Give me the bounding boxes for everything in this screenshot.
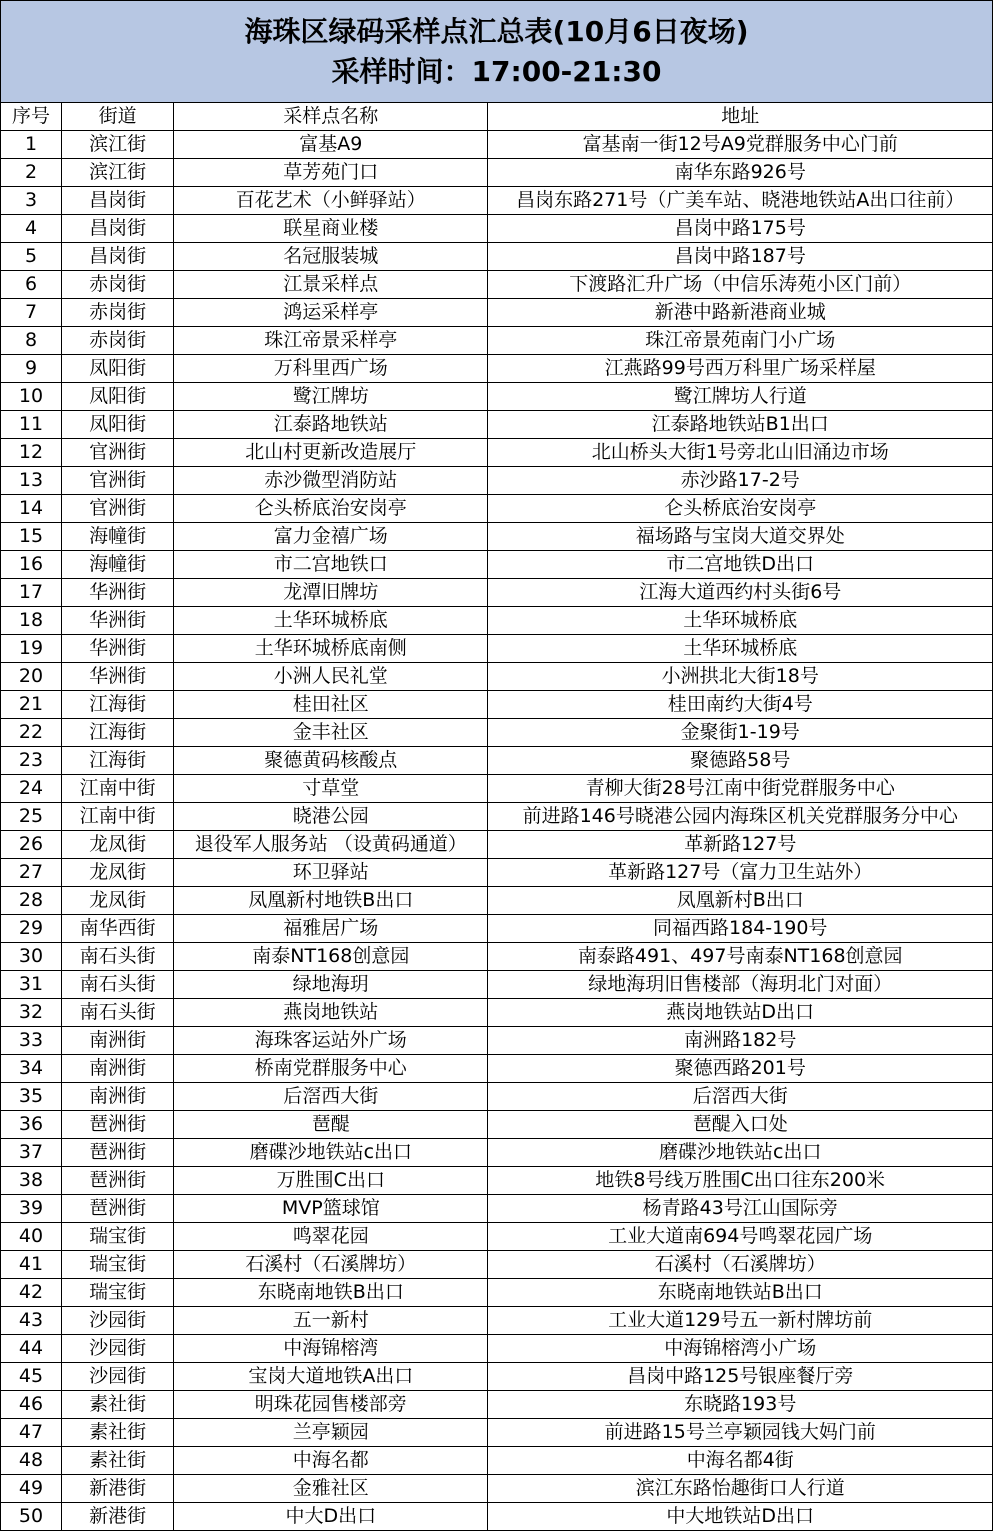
row-address: 后滘西大街 — [488, 1083, 993, 1111]
row-site-name: 仑头桥底治安岗亭 — [174, 495, 488, 523]
row-address: 凤凰新村B出口 — [488, 887, 993, 915]
sheet-title: 海珠区绿码采样点汇总表(10月6日夜场) — [244, 14, 749, 48]
row-street: 素社街 — [62, 1419, 174, 1447]
row-index: 18 — [1, 607, 62, 635]
row-index: 23 — [1, 747, 62, 775]
row-street: 南洲街 — [62, 1027, 174, 1055]
header-index: 序号 — [1, 103, 62, 131]
table-header-row — [1, 103, 993, 131]
row-index: 39 — [1, 1195, 62, 1223]
row-index: 3 — [1, 187, 62, 215]
row-street: 南洲街 — [62, 1083, 174, 1111]
row-street: 官洲街 — [62, 467, 174, 495]
row-index: 43 — [1, 1307, 62, 1335]
table-row — [1, 355, 993, 383]
row-street: 南石头街 — [62, 971, 174, 999]
row-index: 19 — [1, 635, 62, 663]
row-address: 南泰路491、497号南泰NT168创意园 — [488, 943, 993, 971]
table-row — [1, 1195, 993, 1223]
row-street: 琶洲街 — [62, 1167, 174, 1195]
table-row — [1, 607, 993, 635]
row-site-name: 中海名都 — [174, 1447, 488, 1475]
row-index: 8 — [1, 327, 62, 355]
row-site-name: 草芳苑门口 — [174, 159, 488, 187]
row-site-name: 石溪村（石溪牌坊） — [174, 1251, 488, 1279]
row-address: 仑头桥底治安岗亭 — [488, 495, 993, 523]
row-site-name: 燕岗地铁站 — [174, 999, 488, 1027]
row-address: 江海大道西约村头街6号 — [488, 579, 993, 607]
row-street: 凤阳街 — [62, 383, 174, 411]
row-site-name: 江景采样点 — [174, 271, 488, 299]
row-address: 革新路127号（富力卫生站外） — [488, 859, 993, 887]
row-street: 江海街 — [62, 719, 174, 747]
row-index: 14 — [1, 495, 62, 523]
row-street: 海幢街 — [62, 551, 174, 579]
row-index: 6 — [1, 271, 62, 299]
row-site-name: 寸草堂 — [174, 775, 488, 803]
row-street: 南华西街 — [62, 915, 174, 943]
row-street: 官洲街 — [62, 495, 174, 523]
table-row — [1, 915, 993, 943]
table-row — [1, 495, 993, 523]
table-row — [1, 579, 993, 607]
row-site-name: 环卫驿站 — [174, 859, 488, 887]
row-address: 石溪村（石溪牌坊） — [488, 1251, 993, 1279]
row-site-name: 百花艺术（小鲜驿站） — [174, 187, 488, 215]
row-index: 44 — [1, 1335, 62, 1363]
table-row — [1, 187, 993, 215]
table-row — [1, 831, 993, 859]
table-row — [1, 663, 993, 691]
row-street: 琶洲街 — [62, 1139, 174, 1167]
row-index: 38 — [1, 1167, 62, 1195]
table-row — [1, 1111, 993, 1139]
table-row — [1, 271, 993, 299]
row-index: 46 — [1, 1391, 62, 1419]
table-row — [1, 1223, 993, 1251]
table-row — [1, 467, 993, 495]
row-address: 昌岗中路175号 — [488, 215, 993, 243]
table-row — [1, 1363, 993, 1391]
row-index: 10 — [1, 383, 62, 411]
row-site-name: 土华环城桥底 — [174, 607, 488, 635]
row-index: 27 — [1, 859, 62, 887]
row-site-name: 万胜围C出口 — [174, 1167, 488, 1195]
row-street: 海幢街 — [62, 523, 174, 551]
row-address: 鹭江牌坊人行道 — [488, 383, 993, 411]
row-address: 中大地铁站D出口 — [488, 1503, 993, 1531]
row-address: 赤沙路17-2号 — [488, 467, 993, 495]
row-site-name: 珠江帝景采样亭 — [174, 327, 488, 355]
row-site-name: 中海锦榕湾 — [174, 1335, 488, 1363]
row-address: 东晓南地铁站B出口 — [488, 1279, 993, 1307]
row-address: 聚德西路201号 — [488, 1055, 993, 1083]
table-row — [1, 383, 993, 411]
row-site-name: 富基A9 — [174, 131, 488, 159]
table-row — [1, 1335, 993, 1363]
row-index: 4 — [1, 215, 62, 243]
row-address: 昌岗东路271号（广美车站、晓港地铁站A出口往前） — [488, 187, 993, 215]
row-address: 青柳大街28号江南中街党群服务中心 — [488, 775, 993, 803]
row-street: 昌岗街 — [62, 187, 174, 215]
row-street: 瑞宝街 — [62, 1251, 174, 1279]
table-row — [1, 1167, 993, 1195]
row-address: 工业大道129号五一新村牌坊前 — [488, 1307, 993, 1335]
row-address: 燕岗地铁站D出口 — [488, 999, 993, 1027]
table-row — [1, 131, 993, 159]
row-index: 22 — [1, 719, 62, 747]
sampling-time: 采样时间：17:00-21:30 — [331, 54, 662, 88]
row-street: 赤岗街 — [62, 271, 174, 299]
row-index: 48 — [1, 1447, 62, 1475]
row-street: 凤阳街 — [62, 355, 174, 383]
row-index: 29 — [1, 915, 62, 943]
row-site-name: 琶醍 — [174, 1111, 488, 1139]
row-street: 昌岗街 — [62, 215, 174, 243]
row-street: 素社街 — [62, 1447, 174, 1475]
row-index: 16 — [1, 551, 62, 579]
row-index: 5 — [1, 243, 62, 271]
row-address: 土华环城桥底 — [488, 607, 993, 635]
row-street: 江南中街 — [62, 803, 174, 831]
row-street: 赤岗街 — [62, 327, 174, 355]
row-index: 11 — [1, 411, 62, 439]
row-address: 聚德路58号 — [488, 747, 993, 775]
row-address: 桂田南约大街4号 — [488, 691, 993, 719]
table-row — [1, 327, 993, 355]
row-street: 华洲街 — [62, 663, 174, 691]
row-address: 东晓路193号 — [488, 1391, 993, 1419]
row-index: 31 — [1, 971, 62, 999]
row-street: 琶洲街 — [62, 1195, 174, 1223]
table-row — [1, 691, 993, 719]
row-street: 凤阳街 — [62, 411, 174, 439]
row-site-name: 中大D出口 — [174, 1503, 488, 1531]
row-site-name: 联星商业楼 — [174, 215, 488, 243]
table-row — [1, 719, 993, 747]
row-index: 28 — [1, 887, 62, 915]
row-site-name: 明珠花园售楼部旁 — [174, 1391, 488, 1419]
sampling-sites-table — [0, 102, 993, 1531]
row-index: 13 — [1, 467, 62, 495]
row-address: 金聚街1-19号 — [488, 719, 993, 747]
table-row — [1, 971, 993, 999]
row-index: 30 — [1, 943, 62, 971]
row-index: 15 — [1, 523, 62, 551]
row-street: 华洲街 — [62, 607, 174, 635]
title-banner — [0, 0, 993, 103]
row-site-name: 兰亭颖园 — [174, 1419, 488, 1447]
row-street: 江海街 — [62, 691, 174, 719]
row-address: 前进路15号兰亭颖园钱大妈门前 — [488, 1419, 993, 1447]
table-row — [1, 1027, 993, 1055]
table-row — [1, 635, 993, 663]
row-index: 21 — [1, 691, 62, 719]
row-site-name: 江泰路地铁站 — [174, 411, 488, 439]
table-row — [1, 775, 993, 803]
row-index: 1 — [1, 131, 62, 159]
row-address: 市二宫地铁D出口 — [488, 551, 993, 579]
row-site-name: 宝岗大道地铁A出口 — [174, 1363, 488, 1391]
row-street: 官洲街 — [62, 439, 174, 467]
table-row — [1, 859, 993, 887]
row-street: 赤岗街 — [62, 299, 174, 327]
row-address: 地铁8号线万胜围C出口往东200米 — [488, 1167, 993, 1195]
table-row — [1, 215, 993, 243]
row-site-name: 龙潭旧牌坊 — [174, 579, 488, 607]
table-row — [1, 1475, 993, 1503]
row-street: 瑞宝街 — [62, 1223, 174, 1251]
table-row — [1, 1447, 993, 1475]
row-site-name: 鸣翠花园 — [174, 1223, 488, 1251]
row-street: 江海街 — [62, 747, 174, 775]
row-site-name: 桂田社区 — [174, 691, 488, 719]
table-row — [1, 1419, 993, 1447]
table-row — [1, 1055, 993, 1083]
row-site-name: MVP篮球馆 — [174, 1195, 488, 1223]
table-row — [1, 747, 993, 775]
row-index: 49 — [1, 1475, 62, 1503]
row-address: 革新路127号 — [488, 831, 993, 859]
table-body — [1, 131, 993, 1531]
table-row — [1, 1083, 993, 1111]
row-street: 新港街 — [62, 1475, 174, 1503]
table-row — [1, 439, 993, 467]
row-site-name: 鹭江牌坊 — [174, 383, 488, 411]
row-site-name: 赤沙微型消防站 — [174, 467, 488, 495]
row-index: 9 — [1, 355, 62, 383]
table-row — [1, 1279, 993, 1307]
row-address: 江燕路99号西万科里广场采样屋 — [488, 355, 993, 383]
row-street: 南石头街 — [62, 999, 174, 1027]
row-address: 富基南一街12号A9党群服务中心门前 — [488, 131, 993, 159]
table-row — [1, 523, 993, 551]
row-site-name: 福雅居广场 — [174, 915, 488, 943]
row-street: 沙园街 — [62, 1363, 174, 1391]
row-street: 滨江街 — [62, 159, 174, 187]
row-street: 新港街 — [62, 1503, 174, 1531]
row-site-name: 市二宫地铁口 — [174, 551, 488, 579]
table-row — [1, 1251, 993, 1279]
row-site-name: 凤凰新村地铁B出口 — [174, 887, 488, 915]
row-address: 新港中路新港商业城 — [488, 299, 993, 327]
row-street: 龙凤街 — [62, 887, 174, 915]
row-address: 南洲路182号 — [488, 1027, 993, 1055]
row-address: 中海锦榕湾小广场 — [488, 1335, 993, 1363]
row-street: 华洲街 — [62, 579, 174, 607]
row-index: 2 — [1, 159, 62, 187]
row-address: 小洲拱北大街18号 — [488, 663, 993, 691]
row-site-name: 鸿运采样亭 — [174, 299, 488, 327]
row-address: 杨青路43号江山国际旁 — [488, 1195, 993, 1223]
table-row — [1, 943, 993, 971]
row-site-name: 土华环城桥底南侧 — [174, 635, 488, 663]
table-row — [1, 887, 993, 915]
row-site-name: 后滘西大街 — [174, 1083, 488, 1111]
row-street: 素社街 — [62, 1391, 174, 1419]
table-row — [1, 999, 993, 1027]
table-row — [1, 1139, 993, 1167]
row-address: 北山桥头大街1号旁北山旧涌边市场 — [488, 439, 993, 467]
row-index: 34 — [1, 1055, 62, 1083]
row-site-name: 南泰NT168创意园 — [174, 943, 488, 971]
row-street: 沙园街 — [62, 1335, 174, 1363]
row-index: 42 — [1, 1279, 62, 1307]
row-site-name: 绿地海玥 — [174, 971, 488, 999]
row-address: 滨江东路怡趣街口人行道 — [488, 1475, 993, 1503]
row-site-name: 小洲人民礼堂 — [174, 663, 488, 691]
row-address: 绿地海玥旧售楼部（海玥北门对面） — [488, 971, 993, 999]
row-index: 45 — [1, 1363, 62, 1391]
row-index: 33 — [1, 1027, 62, 1055]
row-index: 36 — [1, 1111, 62, 1139]
row-address: 江泰路地铁站B1出口 — [488, 411, 993, 439]
table-row — [1, 159, 993, 187]
row-index: 35 — [1, 1083, 62, 1111]
row-address: 昌岗中路125号银座餐厅旁 — [488, 1363, 993, 1391]
row-index: 17 — [1, 579, 62, 607]
row-street: 龙凤街 — [62, 831, 174, 859]
row-address: 土华环城桥底 — [488, 635, 993, 663]
row-index: 40 — [1, 1223, 62, 1251]
row-address: 南华东路926号 — [488, 159, 993, 187]
row-site-name: 富力金禧广场 — [174, 523, 488, 551]
row-street: 沙园街 — [62, 1307, 174, 1335]
row-site-name: 海珠客运站外广场 — [174, 1027, 488, 1055]
row-address: 昌岗中路187号 — [488, 243, 993, 271]
row-index: 26 — [1, 831, 62, 859]
table-row — [1, 551, 993, 579]
row-street: 南洲街 — [62, 1055, 174, 1083]
row-index: 47 — [1, 1419, 62, 1447]
table-row — [1, 411, 993, 439]
row-site-name: 晓港公园 — [174, 803, 488, 831]
row-address: 磨碟沙地铁站c出口 — [488, 1139, 993, 1167]
table-row — [1, 1391, 993, 1419]
row-index: 50 — [1, 1503, 62, 1531]
row-index: 32 — [1, 999, 62, 1027]
row-site-name: 名冠服装城 — [174, 243, 488, 271]
table-row — [1, 1503, 993, 1531]
row-index: 41 — [1, 1251, 62, 1279]
row-index: 25 — [1, 803, 62, 831]
row-street: 江南中街 — [62, 775, 174, 803]
row-street: 龙凤街 — [62, 859, 174, 887]
row-site-name: 聚德黄码核酸点 — [174, 747, 488, 775]
row-address: 中海名都4街 — [488, 1447, 993, 1475]
header-address: 地址 — [488, 103, 993, 131]
row-index: 24 — [1, 775, 62, 803]
row-site-name: 磨碟沙地铁站c出口 — [174, 1139, 488, 1167]
row-site-name: 金雅社区 — [174, 1475, 488, 1503]
row-street: 南石头街 — [62, 943, 174, 971]
row-address: 琶醍入口处 — [488, 1111, 993, 1139]
row-street: 华洲街 — [62, 635, 174, 663]
row-address: 前进路146号晓港公园内海珠区机关党群服务分中心 — [488, 803, 993, 831]
row-site-name: 桥南党群服务中心 — [174, 1055, 488, 1083]
table-row — [1, 803, 993, 831]
row-site-name: 万科里西广场 — [174, 355, 488, 383]
row-address: 下渡路汇升广场（中信乐涛苑小区门前） — [488, 271, 993, 299]
row-site-name: 退役军人服务站 （设黄码通道） — [174, 831, 488, 859]
row-site-name: 金丰社区 — [174, 719, 488, 747]
row-site-name: 北山村更新改造展厅 — [174, 439, 488, 467]
table-row — [1, 299, 993, 327]
row-site-name: 五一新村 — [174, 1307, 488, 1335]
row-index: 20 — [1, 663, 62, 691]
row-street: 琶洲街 — [62, 1111, 174, 1139]
table-row — [1, 243, 993, 271]
table-row — [1, 1307, 993, 1335]
header-site-name: 采样点名称 — [174, 103, 488, 131]
row-address: 珠江帝景苑南门小广场 — [488, 327, 993, 355]
row-index: 7 — [1, 299, 62, 327]
row-address: 福场路与宝岗大道交界处 — [488, 523, 993, 551]
row-address: 同福西路184-190号 — [488, 915, 993, 943]
row-index: 37 — [1, 1139, 62, 1167]
row-street: 瑞宝街 — [62, 1279, 174, 1307]
row-address: 工业大道南694号鸣翠花园广场 — [488, 1223, 993, 1251]
row-site-name: 东晓南地铁B出口 — [174, 1279, 488, 1307]
row-street: 滨江街 — [62, 131, 174, 159]
row-index: 12 — [1, 439, 62, 467]
header-street: 街道 — [62, 103, 174, 131]
row-street: 昌岗街 — [62, 243, 174, 271]
